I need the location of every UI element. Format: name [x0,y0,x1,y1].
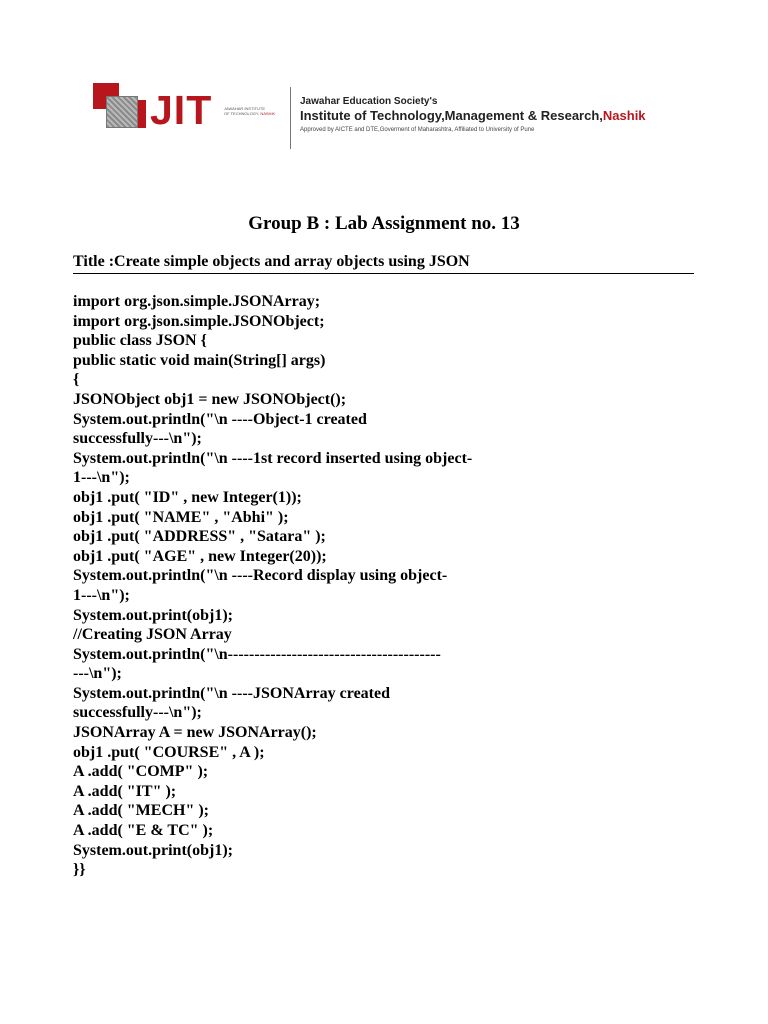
letterhead [90,76,690,152]
code-line: System.out.println("\n ----Record display using object- [73,567,448,585]
institute-city: Nashik [602,108,646,123]
code-line: obj1 .put( "NAME" , "Abhi" ); [73,508,289,526]
code-line: System.out.println("\n ----1st record inserted using object- [73,449,473,467]
code-line: 1---\n"); [73,586,130,604]
code-line: public class JSON { [73,332,207,350]
logo-grey-square-icon [106,96,138,128]
institute-info [300,96,700,136]
code-line: A .add( "IT" ); [73,782,177,800]
code-line: 1---\n"); [73,469,130,487]
assignment-title: Title :Create simple objects and array objects using JSON [73,252,694,274]
letterhead-divider [290,87,291,149]
code-line: obj1 .put( "ADDRESS" , "Satara" ); [73,528,326,546]
logo-subtext [224,106,280,116]
code-line: ---\n"); [73,665,122,683]
code-line: { [73,371,80,389]
page-heading: Group B : Lab Assignment no. 13 [248,213,520,234]
code-line: obj1 .put( "AGE" , new Integer(20)); [73,547,327,565]
society-name: Jawahar Education Society's [300,96,438,107]
code-line: public static void main(String[] args) [73,351,326,369]
code-line: //Creating JSON Array [73,626,232,644]
code-line: import org.json.simple.JSONObject; [73,312,325,330]
logo-bar-icon [138,100,146,128]
institute-name [300,108,700,124]
code-line: A .add( "E & TC" ); [73,822,214,840]
code-line: import org.json.simple.JSONArray; [73,293,321,310]
code-line: JSONArray A = new JSONArray(); [73,724,317,742]
jit-logo [90,76,286,152]
code-line: obj1 .put( "ID" , new Integer(1)); [73,488,302,506]
code-line: System.out.print(obj1); [73,606,233,624]
code-line: System.out.println("\n ----JSONArray created [73,684,390,702]
code-listing [73,292,533,880]
code-line: JSONObject obj1 = new JSONObject(); [73,390,347,408]
code-line: System.out.println("\n ----Object-1 created [73,410,367,428]
code-line: System.out.print(obj1); [73,841,233,859]
code-line: }} [73,861,86,879]
institute-name-text: Institute of Technology,Management & Research, [300,108,603,123]
code-line: successfully---\n"); [73,430,202,448]
code-line: obj1 .put( "COURSE" , A ); [73,743,265,761]
code-line: successfully---\n"); [73,704,202,722]
code-line: A .add( "COMP" ); [73,763,209,781]
logo-text: JIT [150,87,213,133]
logo-sub-line2: OF TECHNOLOGY, NASHIK [224,111,276,116]
logo-sub-line1: JAWAHAR INSTITUTE [224,106,266,111]
code-line: A .add( "MECH" ); [73,802,209,820]
approval-text: Approved by AICTE and DTE,Goverment of Maharashtra, Affiliated to University of Pune [300,127,535,133]
code-line: System.out.println("\n---------------------------------------- [73,645,441,663]
